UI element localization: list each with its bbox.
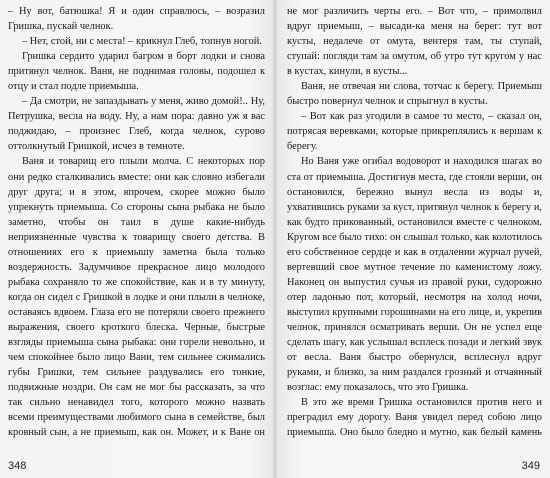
page-number: 349 xyxy=(521,460,540,472)
paragraph: – Ну вот, батюшка! Я и один справлюсь, – возразил Гришка, пускай челнок. xyxy=(8,6,265,33)
paragraph: Ваня, не отвечая ни слова, тотчас к берегу. Приемыш быстро повернул челнок и спрыгнул в кусты. xyxy=(287,81,542,108)
paragraph: Ваня и товарищ его плыли молча. С некоторых пор они редко сталкивались вместе: они как словно избегали друг друга; и в этом, впрочем, скорее можно было упрекнуть приемыша. Со стороны сына рыбака не было заметно, чтобы он таил в душе какие-нибудь неприязненные чувства к товарищу своего детства. В отношениях его к приемышу заметна была только воздержность. Задумчивое прекрасное лицо молодого рыбака сохраняло то же спокойствие, как и в ту минуту, когда он сидел с Гришкой в лодке и они плыли в челноке, оставаясь вдвоем. Глаза его не потеряли своего прежнего выражения, своего кроткого блеска. Черные, быстрые взгляды приемыша сына рыбака: они горели невольно, и чем спокойнее было лицо Вани, тем сильнее сжимались губы Гришки, тем сильнее раздувались его тонкие, подвижные ноздри. Он сам не мог бы рассказать, за что так сильно ненавидел того, которого можно назвать всеми преимуществами любимого сына в семействе, был кровный сын, а не приемыш, как он. Может, и к Ване он xyxy=(8,156,265,439)
paragraph: – Вот как раз угодили в самое то место, – сказал он, потрясая веревками, которые прикреплялись к вершам к берегу. xyxy=(287,111,542,153)
left-page-text xyxy=(8,4,265,442)
right-page-text xyxy=(287,4,542,442)
paragraph: – Да смотри, не запаздывать у меня, живо домой!.. Ну, Петрушка, весла на воду. Ну, а нам пора: давно уж я вас поджидаю, – произнес Глеб, когда челнок, сурово оттолкнутый Гришкой, исчез в темноте. xyxy=(8,96,265,153)
right-page xyxy=(275,0,550,478)
paragraph: не мог различить черты его. – Вот что, – примолвил вдруг приемыш, – высади-ка меня на берег: тут вот кусты, недалече от омута, вентеря там, ты ступай, ступай: погляди там за омутом, об утро тут кругом у нас в кустах, кинули, в кусты... xyxy=(287,6,542,78)
page-number: 348 xyxy=(8,460,27,472)
paragraph: В это же время Гришка остановился против него и преградил ему дорогу. Ваня увидел перед собою лицо приемыша. Оно было бледно и мутно, как белый камень xyxy=(287,397,542,439)
paragraph: Гришка сердито ударил багром в борт лодки и снова притянул челнок. Ваня, не поднимая головы, подошел к отцу и стал подле приемыша. xyxy=(8,51,265,93)
paragraph: – Нет, стой, ни с места! – крикнул Глеб, топнув ногой. xyxy=(22,36,262,48)
paragraph: Но Ваня уже огибал водоворот и находился шагах во ста от приемыша. Достигнув места, где стояли верши, он остановился, бережно вынул весла из воды и, ухватившись руками за куст, притянул челнок к берегу и, как будто прикованный, остановился вместе с челноком. Кругом все было тихо: он слышал только, как колотилось его собственное сердце и как в отдалении журчал ручей, вертевший свое мутное течение по каменистому ложу. Наконец он выпустил сучья из правой руки, судорожно отер ладонью пот, который, несмотря на холод ночи, выступил крупными горошинами на его лице, и, укрепив челнок, принялся осматривать верши. Он не успел еще сделать шагу, как услышал всплеск позади и легкий звук от весла. Ваня быстро обернулся, всплеснул вдруг руками, и близко, за ним раздался грозный и отчаянный возглас: ему показалось, что это Гришка. xyxy=(287,156,542,394)
